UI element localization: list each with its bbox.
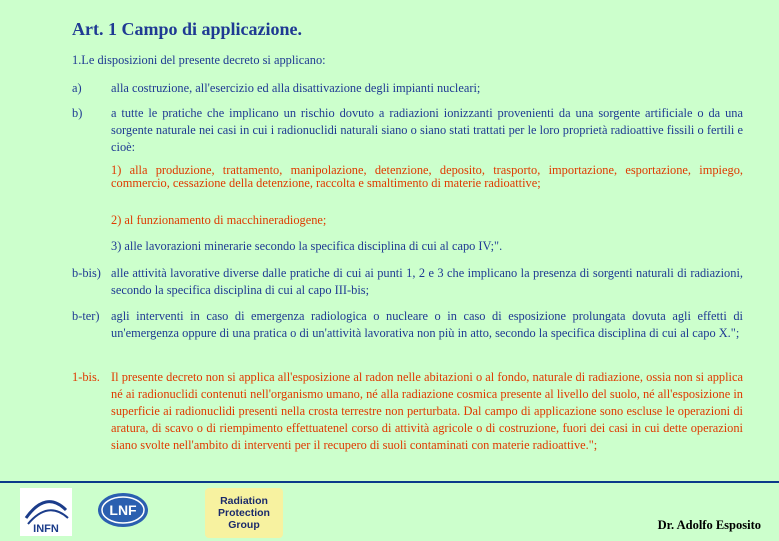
item-bter-text: agli interventi in caso di emergenza radiologica o nucleare o in caso di esposizione prolungata dovuta agli effetti di un'emergenza oppure di una pratica o di un'attività lavorativa non più in atto, secondo la specifica disciplina di cui al capo X.";: [111, 309, 743, 340]
item-bter-label: b-ter): [72, 309, 100, 323]
item-bbis-label: b-bis): [72, 266, 101, 280]
lnf-logo-text: LNF: [109, 502, 137, 518]
item-a-label: a): [72, 81, 82, 95]
item-1bis-text: Il presente decreto non si applica all'esposizione al radon nelle abitazioni o al fondo, naturale di radiazione, ossia non si applica né ai radionuclidi contenuti nell'organismo umano, né alla radiazione cosmica presente al livello del suolo, né all'esposizione in superficie ai radionuclidi presenti nella crosta terrestre non perturbata. Dal campo di applicazione sono escluse le operazioni di aratura, di scavo o di riempimento effettuatenel corso di attività agricole o di costruzione, fuori dei casi in cui dette operazioni siano svolte nell'ambito di interventi per il recupero di suoli contaminati con materie radioattive.";: [111, 370, 743, 452]
page-title: Art. 1 Campo di applicazione.: [72, 19, 303, 39]
rpg-line-1: Radiation: [220, 495, 268, 507]
infn-logo-text: INFN: [33, 523, 59, 535]
intro-paragraph: 1.Le disposizioni del presente decreto si applicano:: [72, 53, 326, 67]
radiation-protection-group-logo: [205, 488, 283, 538]
lnf-logo: [97, 492, 149, 528]
item-b-label: b): [72, 106, 83, 120]
author-name: Dr. Adolfo Esposito: [657, 518, 761, 532]
item-b-text: a tutte le pratiche che implicano un rischio dovuto a radiazioni ionizzanti provenienti da una sorgente artificiale o da una sorgente naturale nei casi in cui i radionuclidi naturali siano o siano stati trattati per le loro proprietà radioattive fissili o fertili e cioè:: [111, 106, 743, 154]
sub-item-3: 3) alle lavorazioni minerarie secondo la specifica disciplina di cui al capo IV;".: [111, 239, 503, 253]
sub-item-1: 1) alla produzione, trattamento, manipolazione, detenzione, deposito, trasporto, importazione, esportazione, impiego, commercio, cessazione della detenzione, raccolta e smaltimento di materie radioattive;: [111, 163, 743, 190]
footer-divider: [0, 481, 779, 483]
rpg-line-3: Group: [228, 519, 260, 531]
rpg-line-2: Protection: [218, 507, 270, 519]
infn-logo: [20, 488, 72, 536]
item-1bis-label: 1-bis.: [72, 370, 100, 384]
item-a-text: alla costruzione, all'esercizio ed alla disattivazione degli impianti nucleari;: [111, 81, 481, 95]
item-bbis-text: alle attività lavorative diverse dalle pratiche di cui ai punti 1, 2 e 3 che implicano la presenza di sorgenti naturali di radiazioni, secondo la specifica disciplina di cui al capo III-bis;: [111, 266, 743, 297]
sub-item-2: 2) al funzionamento di macchineradiogene;: [111, 213, 327, 227]
